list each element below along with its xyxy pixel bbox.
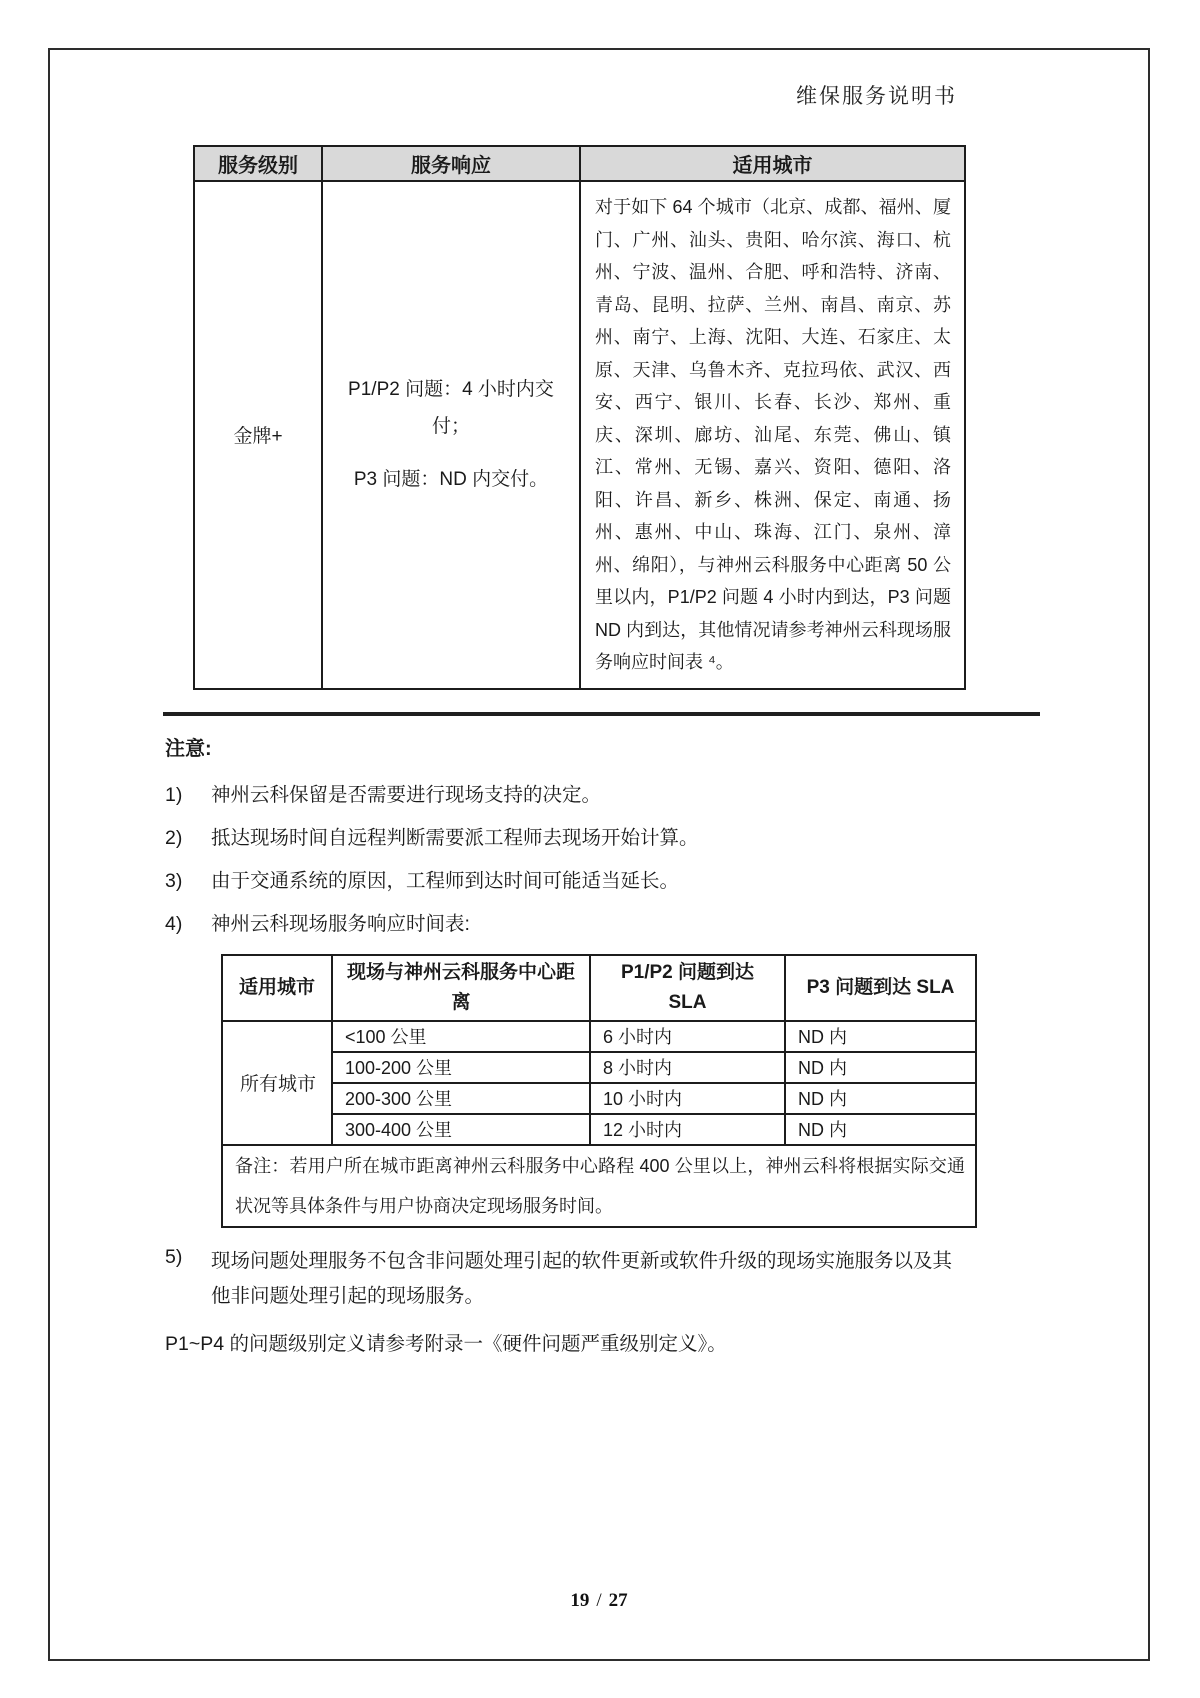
service-table-header-response: 服务响应 — [322, 146, 580, 181]
applicable-cities-cell: 对于如下 64 个城市（北京、成都、福州、厦门、广州、汕头、贵阳、哈尔滨、海口、杭州、宁波、温州、合肥、呼和浩特、济南、青岛、昆明、拉萨、兰州、南昌、南京、苏州、南宁、上海、沈阳、大连、石家庄、太原、天津、乌鲁木齐、克拉玛依、武汉、西安、西宁、银川、长春、长沙、郑州、重庆、深圳、廊坊、汕尾、东莞、佛山、镇江、常州、无锡、嘉兴、资阳、德阳、洛阳、许昌、新乡、株洲、保定、南通、扬州、惠州、中山、珠海、江门、泉州、漳州、绵阳），与神州云科服务中心距离 50 公里以内，P1/P2 问题 4 小时内到达，P3 问题 ND 内到达，其他情况请参考神州云科现场服务响应时间表 ⁴。 — [580, 181, 965, 689]
notes-section — [163, 732, 1078, 1357]
response-p3-text: P3 问题：ND 内交付。 — [353, 469, 549, 491]
document-header-title: 维保服务说明书 — [796, 84, 957, 108]
sla-p1p2-cell: 10 小时内 — [590, 1083, 785, 1114]
response-p1p2-text: P1/P2 问题：4 小时内交付； — [348, 379, 554, 438]
sla-table-row — [222, 1021, 976, 1052]
sla-header-p3: P3 问题到达 SLA — [785, 955, 976, 1021]
note-number: 4) — [165, 912, 183, 935]
page-number-total: 27 — [608, 1590, 628, 1611]
sla-header-distance: 现场与神州云科服务中心距离 — [332, 955, 590, 1021]
note-number: 2) — [165, 826, 183, 849]
note-number: 5) — [165, 1245, 183, 1268]
sla-header-p1p2: P1/P2 问题到达 SLA — [590, 955, 785, 1021]
page-number-current: 19 — [570, 1590, 590, 1611]
sla-p3-cell: ND 内 — [785, 1083, 976, 1114]
note-item-2 — [165, 825, 1078, 851]
note-text: 由于交通系统的原因，工程师到达时间可能适当延长。 — [211, 869, 680, 892]
service-response-cell — [322, 181, 580, 689]
service-table-header-cities: 适用城市 — [580, 146, 965, 181]
sla-p1p2-cell: 6 小时内 — [590, 1021, 785, 1052]
note-item-3 — [165, 868, 1078, 894]
service-level-table — [193, 145, 966, 690]
sla-p3-cell: ND 内 — [785, 1114, 976, 1145]
note-text: 神州云科保留是否需要进行现场支持的决定。 — [211, 783, 602, 806]
note-text: 现场问题处理服务不包含非问题处理引起的软件更新或软件升级的现场实施服务以及其他非问题处理引起的现场服务。 — [211, 1249, 953, 1307]
sla-table-row — [222, 1052, 976, 1083]
note-item-5 — [165, 1244, 1078, 1314]
note-number: 3) — [165, 869, 183, 892]
sla-remark-row — [222, 1145, 976, 1227]
footnote-text: P1~P4 的问题级别定义请参考附录一《硬件问题严重级别定义》。 — [165, 1332, 727, 1355]
service-table-header-row — [194, 146, 965, 181]
sla-p1p2-cell: 12 小时内 — [590, 1114, 785, 1145]
sla-remark-cell: 备注：若用户所在城市距离神州云科服务中心路程 400 公里以上，神州云科将根据实际交通状况等具体条件与用户协商决定现场服务时间。 — [222, 1145, 976, 1227]
sla-header-city: 适用城市 — [222, 955, 332, 1021]
sla-table-header-row — [222, 955, 976, 1021]
sla-p3-cell: ND 内 — [785, 1052, 976, 1083]
sla-table-row — [222, 1083, 976, 1114]
note-text: 神州云科现场服务响应时间表: — [211, 912, 470, 935]
sla-distance-cell: 300-400 公里 — [332, 1114, 590, 1145]
section-divider — [163, 712, 1040, 716]
note-item-1 — [165, 782, 1078, 808]
page-frame — [48, 48, 1150, 1661]
note-text: 抵达现场时间自远程判断需要派工程师去现场开始计算。 — [211, 826, 699, 849]
service-table-row — [194, 181, 965, 689]
page-number — [50, 1590, 1148, 1612]
sla-distance-cell: <100 公里 — [332, 1021, 590, 1052]
page-number-separator: / — [596, 1590, 602, 1611]
sla-table-row — [222, 1114, 976, 1145]
notes-title: 注意: — [165, 737, 212, 760]
note-number: 1) — [165, 783, 183, 806]
sla-response-time-table — [221, 954, 977, 1228]
sla-p3-cell: ND 内 — [785, 1021, 976, 1052]
note-item-4 — [165, 911, 1078, 937]
sla-distance-cell: 200-300 公里 — [332, 1083, 590, 1114]
sla-city-scope-cell: 所有城市 — [222, 1021, 332, 1145]
service-table-header-level: 服务级别 — [194, 146, 322, 181]
service-level-cell: 金牌+ — [194, 181, 322, 689]
sla-p1p2-cell: 8 小时内 — [590, 1052, 785, 1083]
sla-distance-cell: 100-200 公里 — [332, 1052, 590, 1083]
